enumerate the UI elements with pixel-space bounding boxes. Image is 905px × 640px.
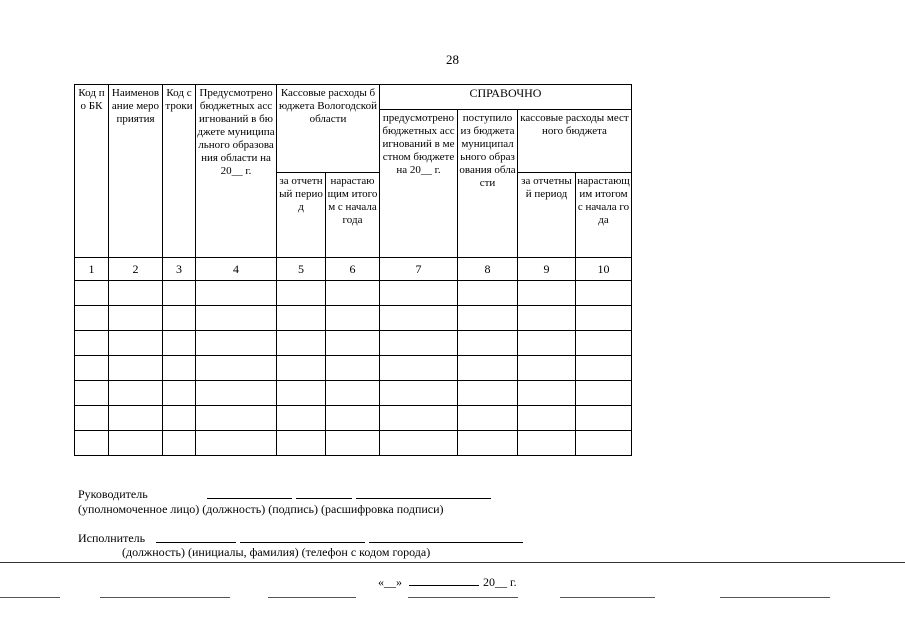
table-cell [380,281,458,306]
header-cash-local: кассовые расходы местного бюджета [518,110,632,173]
table-cell [518,281,576,306]
table-cell [326,381,380,406]
table-row [75,406,632,431]
table-cell [380,381,458,406]
table-cell [518,331,576,356]
table-cell [380,331,458,356]
table-cell [518,431,576,456]
table-cell [75,281,109,306]
header-line-code: Код строки [163,85,196,258]
table-cell [576,306,632,331]
table-cell [196,306,277,331]
table-cell [196,281,277,306]
executor-position-blank-line [156,542,236,543]
page-number: 28 [446,52,459,67]
header-row-1 [75,85,632,110]
executor-phone-blank-line [369,542,523,543]
signature-blank-line [296,498,352,499]
column-number: 8 [458,258,518,281]
date-year-prefix: 20 [483,575,495,589]
date-open-quote: « [378,575,384,589]
header-cumulative-local: нарастающим итогом с начала года [576,173,632,258]
table-cell [75,306,109,331]
column-number: 6 [326,258,380,281]
table-cell [576,406,632,431]
report-table [74,84,632,456]
table-cell [326,356,380,381]
table-cell [458,331,518,356]
faint-line [100,597,230,598]
executor-caption: (должность) (инициалы, фамилия) (телефон с кодом города) [122,545,431,559]
head-caption: (уполномоченное лицо) (должность) (подпись) (расшифровка подписи) [78,502,444,516]
position-blank-line [207,498,292,499]
table-cell [380,306,458,331]
table-cell [196,356,277,381]
table-cell [109,406,163,431]
column-number: 2 [109,258,163,281]
table-cell [277,281,326,306]
table-cell [458,406,518,431]
header-received-municipal: поступило из бюджета муниципального образования области [458,110,518,258]
date-day-blank: __ [384,575,396,589]
table-row [75,356,632,381]
table-cell [326,306,380,331]
table-cell [75,356,109,381]
column-number: 10 [576,258,632,281]
column-number: 7 [380,258,458,281]
table-cell [163,406,196,431]
table-cell [458,356,518,381]
executor-name-blank-line [240,542,365,543]
table-cell [518,406,576,431]
table-cell [109,431,163,456]
table-cell [518,356,576,381]
table-cell [109,331,163,356]
table-row [75,281,632,306]
table-cell [380,406,458,431]
table-cell [326,331,380,356]
table-cell [196,381,277,406]
table-row [75,331,632,356]
header-reporting-period: за отчетный период [277,173,326,258]
header-provided: Предусмотрено бюджетных ассигнований в бюджете муниципального образования области на 20__ г. [196,85,277,258]
faint-line [560,597,655,598]
table-cell [326,406,380,431]
table-cell [576,331,632,356]
bottom-divider [0,562,905,563]
column-numbers-row [75,258,632,281]
table-cell [576,431,632,456]
header-provided-local: предусмотрено бюджетных ассигнований в местном бюджете на 20__ г. [380,110,458,258]
column-number: 9 [518,258,576,281]
table-cell [277,406,326,431]
table-cell [75,406,109,431]
faint-line [720,597,830,598]
date-line [378,575,517,590]
table-cell [75,331,109,356]
table-row [75,431,632,456]
table-row [75,381,632,406]
faint-line [408,597,518,598]
table-cell [163,356,196,381]
table-cell [109,281,163,306]
header-reporting-period-local: за отчетный период [518,173,576,258]
table-cell [380,431,458,456]
table-cell [458,381,518,406]
header-cumulative: нарастающим итогом с начала года [326,173,380,258]
table-cell [326,431,380,456]
faint-line [0,597,60,598]
table-cell [75,431,109,456]
signature-decoding-blank-line [356,498,491,499]
table-cell [163,381,196,406]
table-cell [576,356,632,381]
table-cell [109,381,163,406]
header-event-name: Наименование мероприятия [109,85,163,258]
date-month-blank [409,585,479,586]
column-number: 5 [277,258,326,281]
table-cell [518,306,576,331]
table-cell [109,356,163,381]
table-cell [277,381,326,406]
table-cell [277,306,326,331]
table-cell [458,281,518,306]
table-cell [196,331,277,356]
date-year-blank: __ [495,575,507,589]
executor-label: Исполнитель [78,531,146,545]
table-cell [196,431,277,456]
table-cell [576,281,632,306]
table-cell [196,406,277,431]
table-cell [326,281,380,306]
column-number: 1 [75,258,109,281]
table-cell [518,381,576,406]
header-reference: СПРАВОЧНО [380,85,632,110]
column-number: 3 [163,258,196,281]
table-cell [576,381,632,406]
date-suffix: г. [507,575,517,589]
faint-line [268,597,356,598]
table-cell [277,431,326,456]
head-label: Руководитель [78,487,148,501]
table-cell [277,356,326,381]
header-cash-regional: Кассовые расходы бюджета Вологодской области [277,85,380,173]
table-cell [163,306,196,331]
column-number: 4 [196,258,277,281]
table-cell [458,431,518,456]
table-cell [380,356,458,381]
table-cell [458,306,518,331]
date-close-quote: » [396,575,402,589]
table-cell [277,331,326,356]
table-cell [109,306,163,331]
table-cell [75,381,109,406]
table-cell [163,281,196,306]
table-cell [163,431,196,456]
table-cell [163,331,196,356]
table-body [75,281,632,456]
table-row [75,306,632,331]
header-code-bk: Код по БК [75,85,109,258]
